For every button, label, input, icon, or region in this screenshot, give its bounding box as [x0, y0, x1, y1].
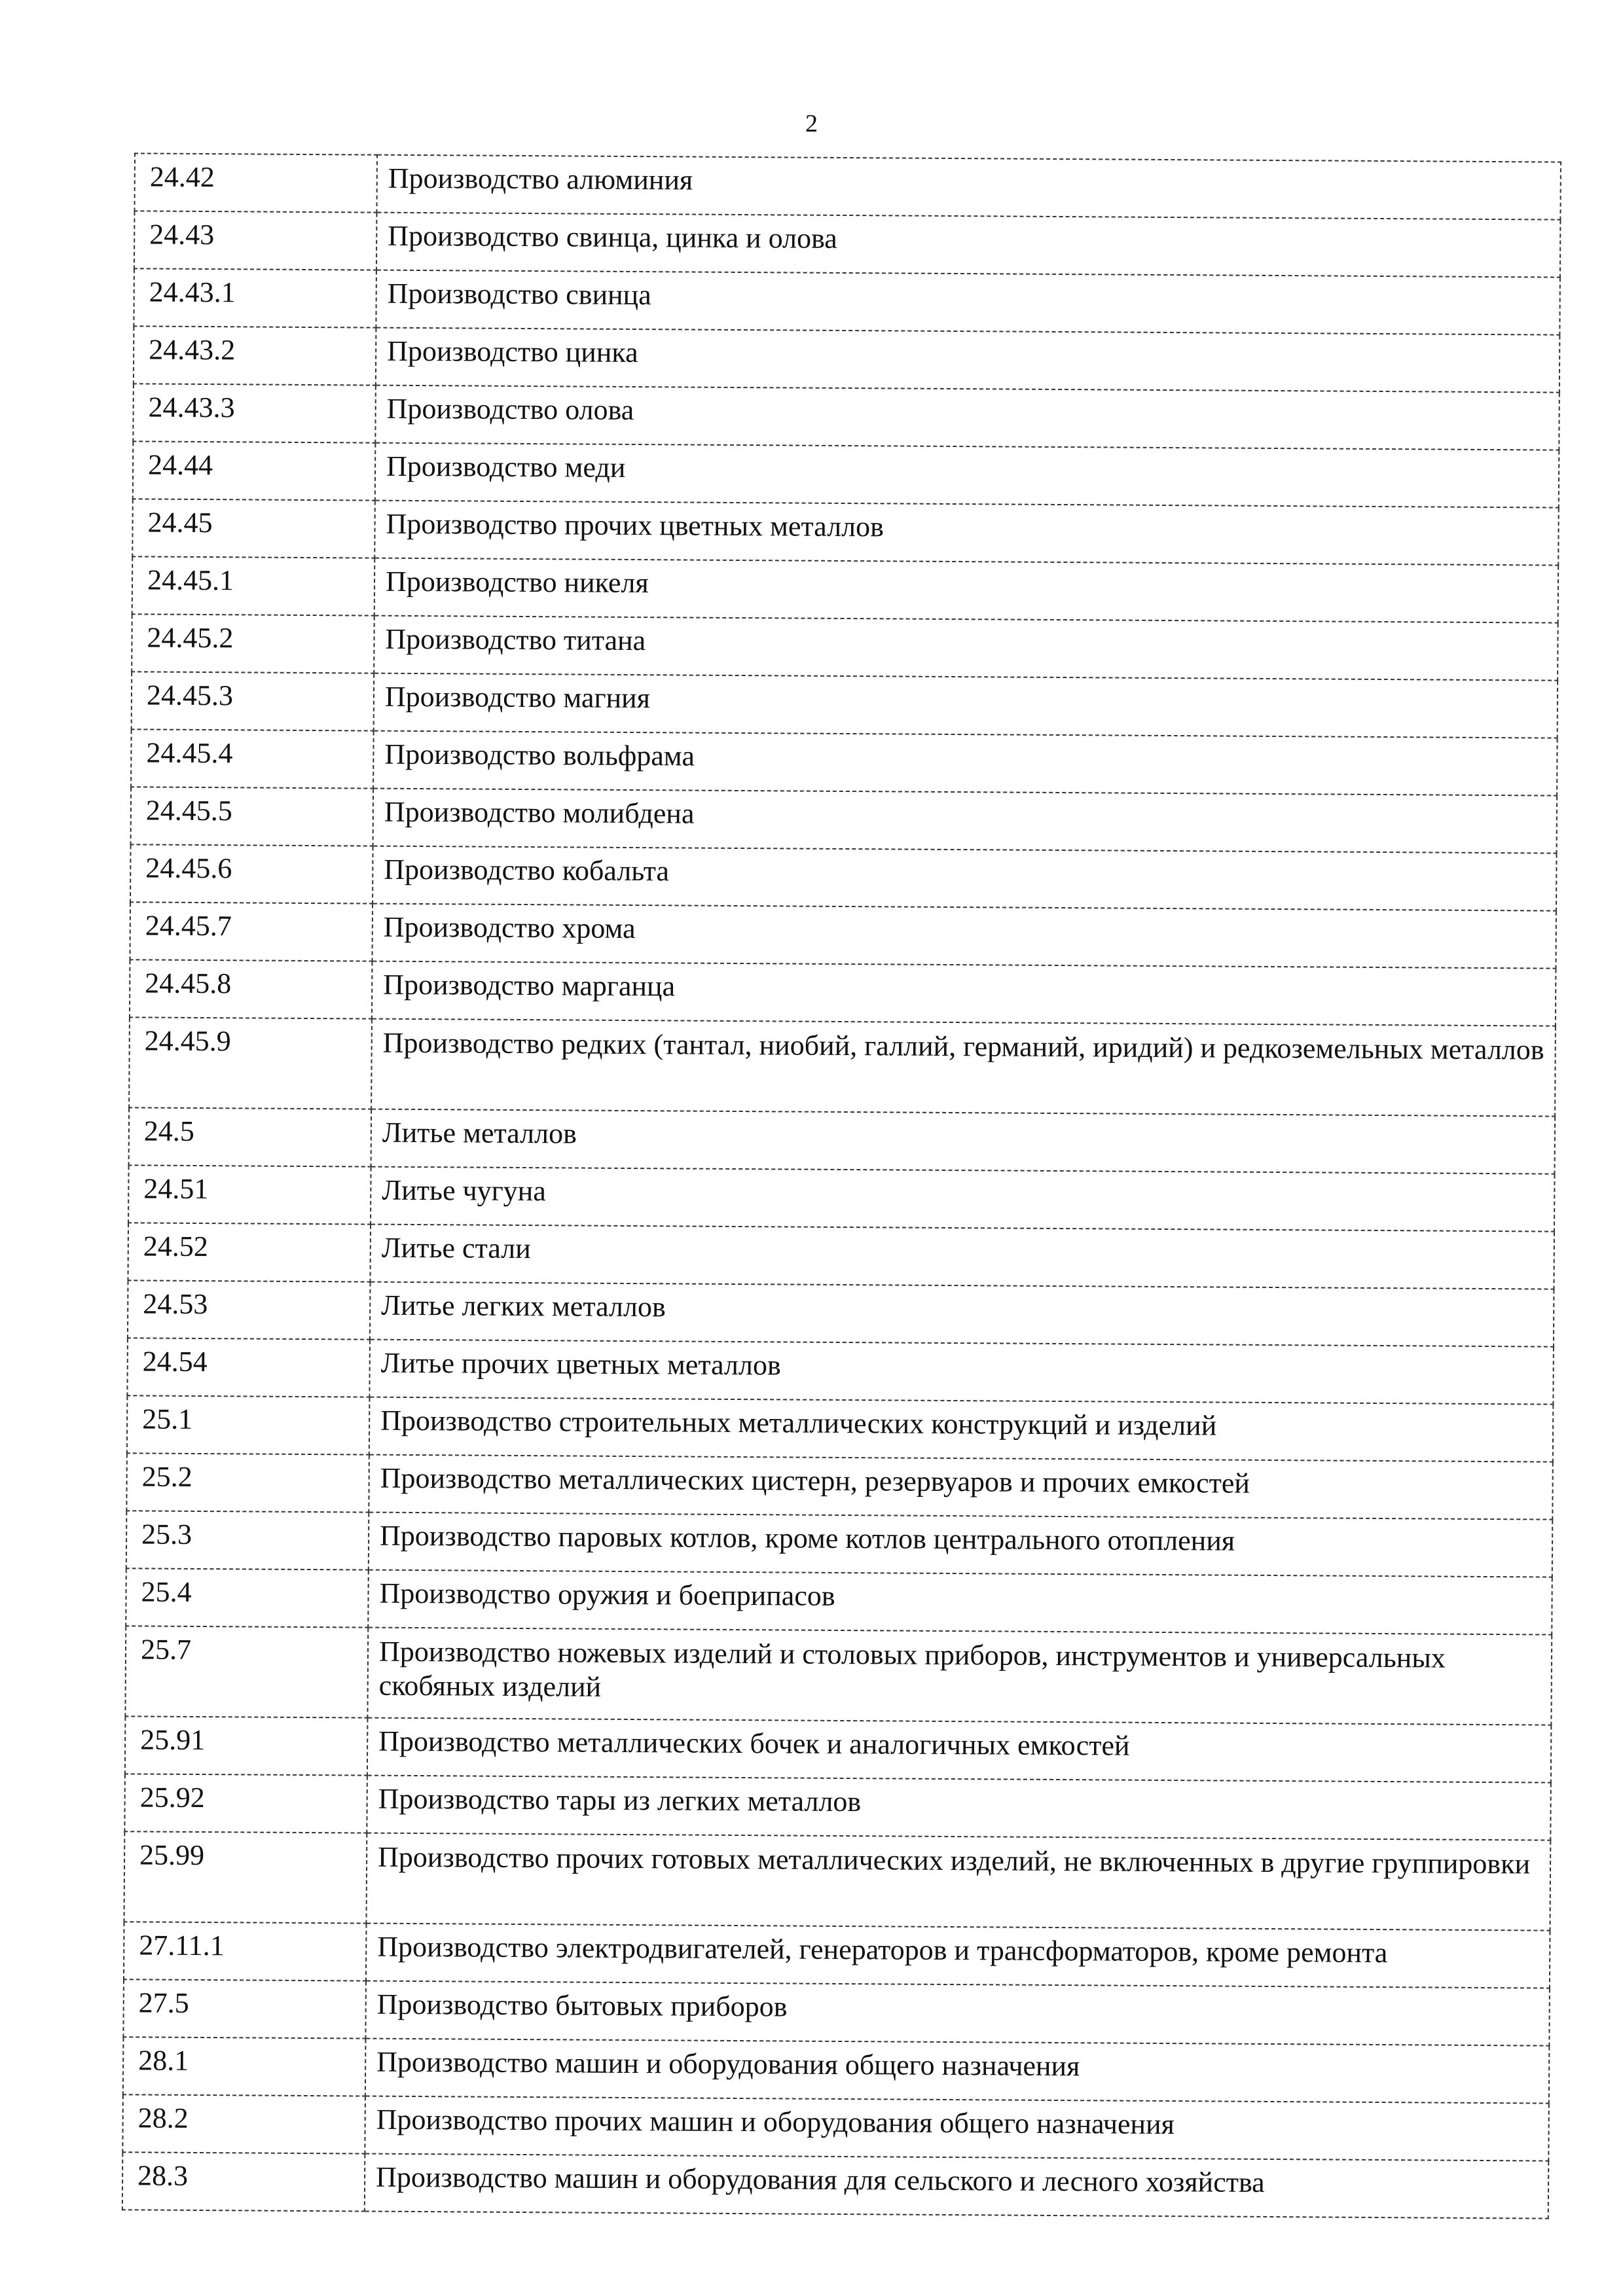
table-row [128, 1280, 1554, 1346]
table-row [126, 1568, 1552, 1634]
activity-code: 24.45.5 [131, 787, 374, 846]
activity-code: 24.43 [134, 211, 377, 270]
table-row [126, 1453, 1552, 1519]
table-row [122, 2094, 1548, 2161]
activity-name: Производство хрома [372, 904, 1556, 969]
activity-code: 25.99 [124, 1831, 367, 1923]
table-row [132, 556, 1558, 622]
activity-code: 25.92 [124, 1774, 367, 1833]
activity-name: Производство металлических цистерн, резервуаров и прочих емкостей [369, 1455, 1553, 1520]
table-row [134, 211, 1560, 277]
activity-name: Литье стали [370, 1225, 1554, 1289]
activity-name: Производство молибдена [373, 789, 1558, 853]
activity-name: Производство титана [374, 616, 1558, 681]
activity-code: 28.2 [122, 2094, 365, 2153]
table-row [130, 902, 1556, 968]
okved-table-wrap [122, 152, 1561, 2219]
activity-name: Производство цинка [376, 328, 1560, 393]
activity-code: 25.4 [126, 1568, 369, 1627]
activity-name: Производство прочих готовых металлических изделий, не включенных в другие группировки [367, 1833, 1551, 1931]
activity-name: Производство машин и оборудования для сельского и лесного хозяйства [365, 2154, 1549, 2219]
table-row [125, 1626, 1552, 1725]
activity-code: 28.1 [123, 2037, 366, 2096]
activity-code: 24.43.1 [134, 268, 376, 327]
activity-name: Производство редких (тантал, ниобий, галлий, германий, иридий) и редкоземельных металлов [371, 1019, 1556, 1117]
activity-name: Производство магния [374, 673, 1558, 738]
activity-code: 24.52 [128, 1223, 371, 1282]
table-row [124, 1831, 1551, 1930]
table-row [133, 384, 1559, 450]
activity-code: 28.3 [122, 2152, 365, 2211]
activity-name: Производство ножевых изделий и столовых приборов, инструментов и универсальных скобяных изделий [367, 1628, 1552, 1725]
activity-code: 25.3 [126, 1511, 369, 1570]
activity-name: Литье легких металлов [370, 1282, 1554, 1347]
activity-name: Производство меди [375, 443, 1559, 508]
activity-code: 25.91 [125, 1716, 368, 1775]
table-row [128, 1223, 1554, 1289]
activity-name: Производство электродвигателей, генераторов и трансформаторов, кроме ремонта [366, 1924, 1550, 1988]
activity-code: 24.45.7 [130, 902, 373, 961]
table-row [124, 1774, 1550, 1840]
table-row [128, 1165, 1554, 1231]
activity-code: 24.45.6 [130, 844, 373, 903]
activity-name: Производство тары из легких металлов [367, 1776, 1551, 1840]
activity-code: 24.5 [129, 1107, 372, 1166]
activity-code: 24.45.4 [131, 729, 374, 788]
page-number: 2 [805, 110, 818, 137]
activity-name: Производство алюминия [376, 155, 1561, 220]
activity-code: 24.43.2 [134, 326, 376, 385]
activity-name: Производство прочих машин и оборудования общего назначения [365, 2096, 1549, 2161]
activity-code: 24.42 [134, 153, 377, 212]
table-row [134, 268, 1559, 334]
table-row [122, 2152, 1548, 2218]
table-row [124, 1922, 1550, 1988]
activity-code: 25.2 [126, 1453, 369, 1512]
table-row [125, 1716, 1551, 1782]
activity-name: Производство марганца [372, 961, 1556, 1026]
table-row [132, 672, 1558, 738]
activity-name: Производство машин и оборудования общего назначения [365, 2039, 1550, 2104]
table-row [131, 787, 1557, 853]
table-row [129, 1017, 1556, 1116]
activity-name: Производство строительных металлических конструкций и изделий [369, 1397, 1554, 1462]
table-row [133, 441, 1559, 507]
activity-name: Литье чугуна [371, 1167, 1555, 1232]
table-row [130, 960, 1556, 1026]
activity-name: Литье металлов [371, 1109, 1556, 1174]
activity-code: 24.44 [133, 441, 376, 500]
activity-code: 24.43.3 [133, 384, 376, 442]
activity-name: Производство прочих цветных металлов [374, 501, 1559, 565]
table-row [123, 1979, 1549, 2045]
activity-code: 24.45.9 [129, 1017, 372, 1109]
table-row [127, 1395, 1553, 1462]
table-row [129, 1107, 1555, 1174]
okved-table [122, 152, 1561, 2219]
table-row [126, 1511, 1552, 1577]
table-row [131, 729, 1557, 795]
activity-code: 24.45.8 [130, 960, 373, 1018]
activity-code: 24.45.2 [132, 614, 374, 673]
activity-name: Производство оружия и боеприпасов [368, 1570, 1552, 1635]
activity-name: Производство свинца, цинка и олова [376, 213, 1561, 278]
activity-name: Производство паровых котлов, кроме котлов центрального отопления [369, 1513, 1553, 1577]
activity-name: Производство кобальта [373, 846, 1557, 911]
activity-code: 24.53 [128, 1280, 371, 1339]
activity-name: Производство металлических бочек и аналогичных емкостей [367, 1718, 1552, 1783]
activity-name: Производство никеля [374, 558, 1559, 623]
table-row [130, 844, 1556, 910]
activity-name: Производство олова [375, 386, 1559, 450]
activity-code: 27.5 [123, 1979, 366, 2038]
table-row [123, 2037, 1549, 2103]
activity-code: 25.1 [127, 1395, 370, 1454]
table-row [127, 1338, 1553, 1404]
activity-code: 27.11.1 [124, 1922, 367, 1981]
activity-code: 24.45.3 [132, 672, 374, 730]
table-row [134, 326, 1559, 392]
activity-name: Литье прочих цветных металлов [369, 1340, 1554, 1405]
activity-name: Производство бытовых приборов [365, 1981, 1550, 2046]
activity-code: 24.45.1 [132, 556, 375, 615]
table-row [132, 614, 1558, 680]
activity-name: Производство свинца [376, 270, 1560, 335]
table-row [132, 499, 1558, 565]
activity-code: 24.54 [127, 1338, 370, 1397]
table-row [134, 153, 1560, 219]
activity-code: 25.7 [125, 1626, 368, 1717]
activity-code: 24.51 [128, 1165, 371, 1224]
activity-code: 24.45 [132, 499, 375, 558]
activity-name: Производство вольфрама [373, 731, 1558, 796]
